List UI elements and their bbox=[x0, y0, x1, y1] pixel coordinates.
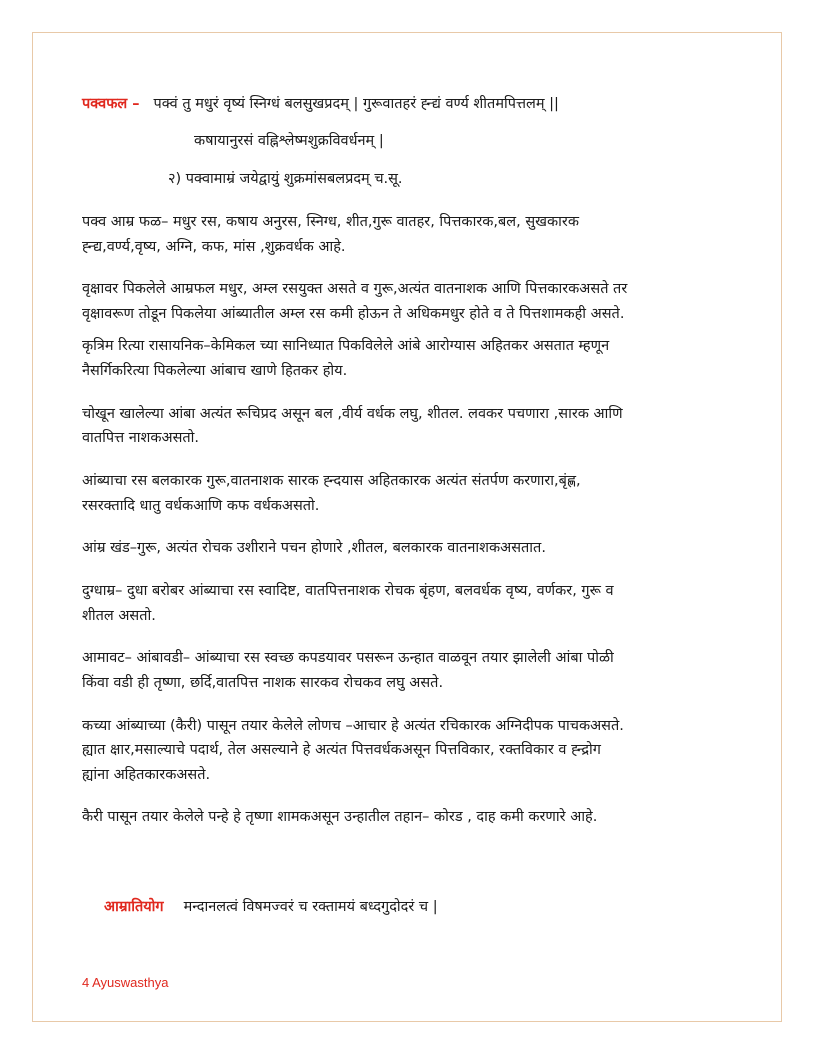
paragraph-10 bbox=[82, 805, 742, 830]
paragraph-line: वृक्षावर पिकलेले आम्रफल मधुर, अम्ल रसयुक्त असते व गुरू,अत्यंत वातनाशक आणि पित्तकारकअसते तर bbox=[82, 281, 628, 298]
paragraph-line: चोखून खालेल्या आंबा अत्यंत रूचिप्रद असून बल ,वीर्य वर्धक लघु, शीतल. लवकर पचणारा ,सारक आणि bbox=[82, 405, 623, 422]
paragraph-line: दुग्धाम्र– दुधा बरोबर आंब्याचा रस स्वादिष्ट, वातपित्तनाशक रोचक बृंहण, बलवर्धक वृष्य, वर्णकर, गुरू व bbox=[82, 582, 614, 599]
paragraph-line: ह्यांना अहितकारकअसते. bbox=[82, 766, 211, 783]
paragraph-line: आमावट– आंबावडी– आंब्याचा रस स्वच्छ कपडयावर पसरून ऊन्हात वाळवून तयार झालेली आंबा पोळी bbox=[82, 650, 614, 667]
section2-verse: मन्दानलत्वं विषमज्वरं च रक्तामयं बध्दगुदोदरं च | bbox=[183, 899, 438, 915]
paragraph-line: कैरी पासून तयार केलेले पन्हे हे तृष्णा शामकअसून उन्हातील तहान– कोरड , दाह कमी करणारे आहे. bbox=[82, 809, 598, 826]
paragraph-line: रसरक्तादि धातु वर्धकआणि कफ वर्धकअसतो. bbox=[82, 497, 320, 514]
paragraph-5 bbox=[82, 469, 742, 518]
paragraph-line: किंवा वडी ही तृष्णा, छर्दि,वातपित्त नाशक सारकव रोचकव लघु असते. bbox=[82, 674, 444, 691]
section1-heading: पक्वफल – bbox=[82, 96, 140, 112]
section1-verse-line3: २) पक्वामाम्रं जयेद्वायुं शुक्रमांसबलप्रदम् च.सू. bbox=[168, 171, 403, 188]
paragraph-line: आंब्याचा रस बलकारक गुरू,वातनाशक सारक ह्न्दयास अहितकारक अत्यंत संतर्पण करणारा,बृंह्ण, bbox=[82, 473, 581, 490]
section1-verse-line2: कषायानुरसं वह्निश्लेष्मशुक्रविवर्धनम् | bbox=[194, 132, 384, 149]
paragraph-line: पक्व आम्र फळ– मधुर रस, कषाय अनुरस, स्निग्ध, शीत,गुरू वातहर, पित्तकारक,बल, सुखकारक bbox=[82, 213, 579, 230]
document-body bbox=[82, 92, 742, 830]
paragraph-line: वातपित्त नाशकअसतो. bbox=[82, 430, 200, 447]
paragraph-1 bbox=[82, 210, 742, 259]
paragraph-8 bbox=[82, 646, 742, 695]
paragraph-4 bbox=[82, 402, 742, 451]
paragraph-2 bbox=[82, 277, 742, 326]
paragraph-3 bbox=[82, 334, 742, 383]
section2-row bbox=[104, 896, 438, 916]
paragraph-line: कृत्रिम रित्या रासायनिक–केमिकल च्या सानिध्यात पिकविलेले आंबे आरोग्यास अहितकर असतात म्हणून bbox=[82, 338, 610, 355]
paragraph-line: ह्न्द्य,वर्ण्य,वृष्य, अग्नि, कफ, मांस ,शुक्रवर्धक आहे. bbox=[82, 238, 346, 255]
paragraph-line: कच्या आंब्याच्या (कैरी) पासून तयार केलेले लोणच –आचार हे अत्यंत रचिकारक अग्निदीपक पाचकअसते. bbox=[82, 717, 624, 734]
paragraph-9 bbox=[82, 714, 742, 788]
paragraph-line: वृक्षावरूण तोडून पिकलेया आंब्यातील अम्ल रस कमी होऊन ते अधिकमधुर होते व ते पित्तशामकही असते. bbox=[82, 305, 625, 322]
section2-heading: आम्रातियोग bbox=[104, 899, 164, 915]
paragraph-line: ह्यात क्षार,मसाल्याचे पदार्थ, तेल असल्याने हे अत्यंत पित्तवर्धकअसून पित्तविकार, रक्तविकार व ह्न्द्रोग bbox=[82, 742, 601, 759]
paragraph-line: शीतल असतो. bbox=[82, 607, 156, 624]
paragraph-6 bbox=[82, 536, 742, 561]
section1-verse-line1: पक्वं तु मधुरं वृष्यं स्निग्धं बलसुखप्रदम् | गुरूवातहरं ह्न्द्यं वर्ण्य शीतमपित्तलम् || bbox=[153, 96, 559, 112]
paragraph-line: आंम्र खंड–गुरू, अत्यंत रोचक उशीराने पचन होणारे ,शीतल, बलकारक वातनाशकअसतात. bbox=[82, 540, 546, 557]
section1-heading-row bbox=[82, 92, 742, 117]
page-footer: 4 Ayuswasthya bbox=[82, 975, 169, 990]
paragraph-7 bbox=[82, 579, 742, 628]
paragraph-line: नैसर्गिकरित्या पिकलेल्या आंबाच खाणे हितकर होय. bbox=[82, 363, 348, 380]
